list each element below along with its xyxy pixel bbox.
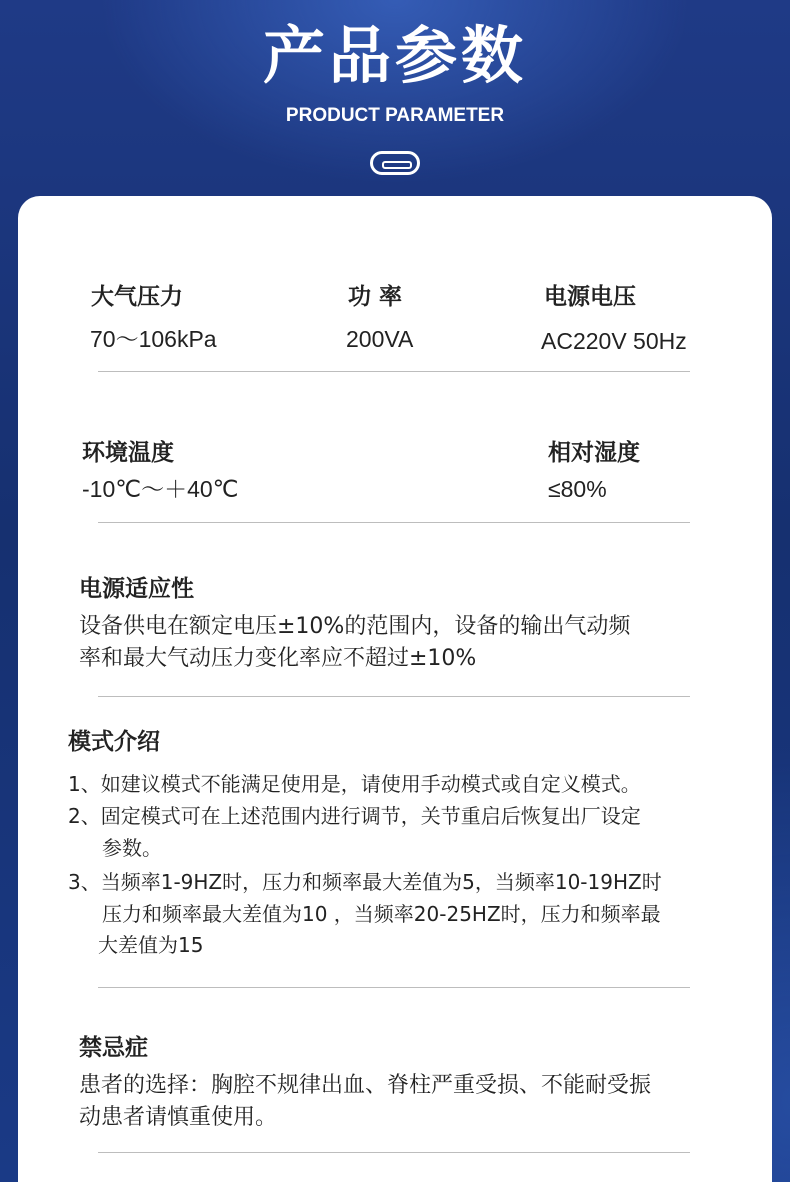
adaptability-line-2: 率和最大气动压力变化率应不超过±10% (79, 646, 477, 671)
mode-item-3-line-1: 3、当频率1-9HZ时，压力和频率最大差值为5，当频率10-19HZ时 (68, 870, 662, 894)
modes-label: 模式介绍 (68, 729, 160, 755)
capsule-icon (370, 151, 420, 175)
divider-5 (98, 1152, 690, 1153)
contraindication-line-2: 动患者请慎重使用。 (79, 1105, 278, 1130)
divider-3 (98, 696, 690, 697)
voltage-label: 电源电压 (544, 284, 636, 310)
mode-item-2-line-1: 2、固定模式可在上述范围内进行调节，关节重启后恢复出厂设定 (68, 804, 641, 828)
voltage-value: AC220V 50Hz (541, 328, 687, 354)
divider-4 (98, 987, 690, 988)
temperature-label: 环境温度 (82, 440, 174, 466)
pressure-value: 70～106kPa (90, 326, 217, 352)
mode-item-3-line-3: 大差值为15 (98, 933, 204, 957)
adaptability-line-1: 设备供电在额定电压±10%的范围内，设备的输出气动频 (79, 614, 631, 639)
mode-item-3-line-2: 压力和频率最大差值为10 ，当频率20-25HZ时，压力和频率最 (102, 902, 661, 926)
parameter-card (18, 196, 772, 1182)
temperature-value: -10℃～＋40℃ (82, 476, 239, 502)
pressure-label: 大气压力 (91, 284, 183, 310)
page-subtitle: PRODUCT PARAMETER (285, 105, 505, 126)
mode-item-1: 1、如建议模式不能满足使用是，请使用手动模式或自定义模式。 (68, 772, 641, 796)
power-value: 200VA (346, 326, 414, 352)
humidity-label: 相对湿度 (548, 440, 640, 466)
contraindication-label: 禁忌症 (79, 1035, 148, 1061)
page-header (0, 0, 790, 200)
power-label: 功 率 (348, 284, 403, 310)
divider-1 (98, 371, 690, 372)
mode-item-2-line-2: 参数。 (102, 836, 162, 860)
divider-2 (98, 522, 690, 523)
contraindication-line-1: 患者的选择：胸腔不规律出血、脊柱严重受损、不能耐受振 (79, 1073, 652, 1098)
adaptability-label: 电源适应性 (79, 576, 194, 602)
page-title: 产品参数 (262, 19, 527, 92)
humidity-value: ≤80% (548, 476, 607, 502)
